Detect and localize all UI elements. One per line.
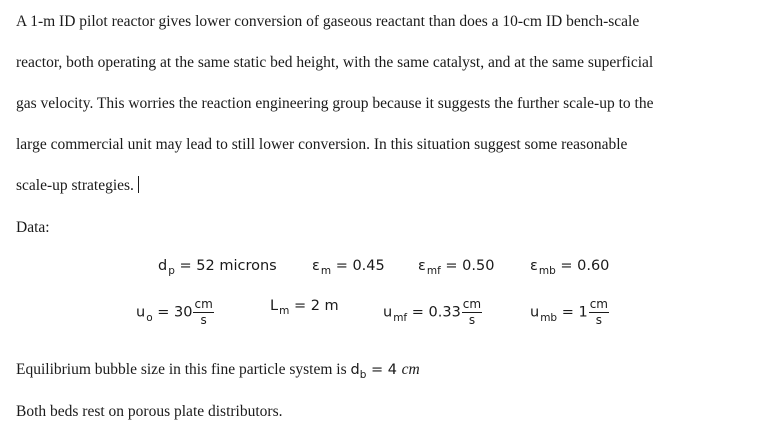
umb-subscript: mb [540,311,558,324]
problem-line-2: reactor, both operating at the same static bed height, with the same catalyst, and at the same superficial [16,54,654,71]
umb-unit-num: cm [589,297,608,311]
emb-subscript: mb [538,265,556,277]
em-subscript: m [320,265,332,277]
emb-symbol: ε [530,258,538,274]
particle-diameter [158,258,277,277]
umf-subscript: mf [393,311,408,324]
umb-symbol: u [530,304,540,321]
u0-unit [193,298,213,327]
dp-subscript: p [168,265,175,277]
u0-symbol: u [136,304,146,321]
problem-line-5[interactable] [16,176,139,196]
bed-height [270,298,339,317]
umf-unit-num: cm [462,297,482,311]
em-value: = 0.45 [335,258,385,274]
db-unit: cm [401,361,420,378]
db-subscript: b [359,369,367,381]
problem-line-4: large commercial unit may lead to still lower conversion. In this situation suggest some reasonable [16,136,628,153]
umb-unit-den: s [595,313,602,327]
problem-line-1: A 1-m ID pilot reactor gives lower conversion of gaseous reactant than does a 10-cm ID bench-scale [16,13,640,30]
min-fluidization-velocity [383,298,482,327]
lm-symbol: L [270,298,279,314]
umb-value: = 1 [561,304,588,321]
bubble-size-line [16,360,420,381]
umf-symbol: u [383,304,393,321]
dp-symbol: d [158,258,168,274]
umf-value: = 0.33 [411,304,461,321]
umf-unit [462,298,482,327]
em-symbol: ε [312,258,320,274]
u0-subscript: o [146,311,153,324]
u0-unit-den: s [200,313,207,327]
emf-subscript: mf [426,265,441,277]
lm-subscript: m [279,305,290,317]
voidage-mb [530,258,610,277]
db-value: = 4 [366,362,402,378]
emf-value: = 0.50 [445,258,495,274]
voidage-mf [418,258,495,277]
umb-unit [589,298,609,327]
db-symbol: d [350,362,360,378]
emf-symbol: ε [418,258,426,274]
problem-line-3: gas velocity. This worries the reaction engineering group because it suggests the further scale-up to the [16,95,654,112]
data-label: Data: [16,219,50,236]
problem-line-5-text: scale-up strategies. [16,177,134,194]
lm-value: = 2 m [293,298,339,314]
voidage-m [312,258,385,277]
min-bubbling-velocity [530,298,609,327]
bubble-text: Equilibrium bubble size in this fine particle system is [16,361,351,378]
u0-unit-num: cm [194,297,213,311]
text-cursor [138,176,139,193]
dp-value: = 52 microns [179,258,277,274]
umf-unit-den: s [468,313,476,327]
emb-value: = 0.60 [560,258,610,274]
u0-value: = 30 [157,304,193,321]
superficial-velocity [136,298,214,327]
distributor-line: Both beds rest on porous plate distributors. [16,403,283,420]
